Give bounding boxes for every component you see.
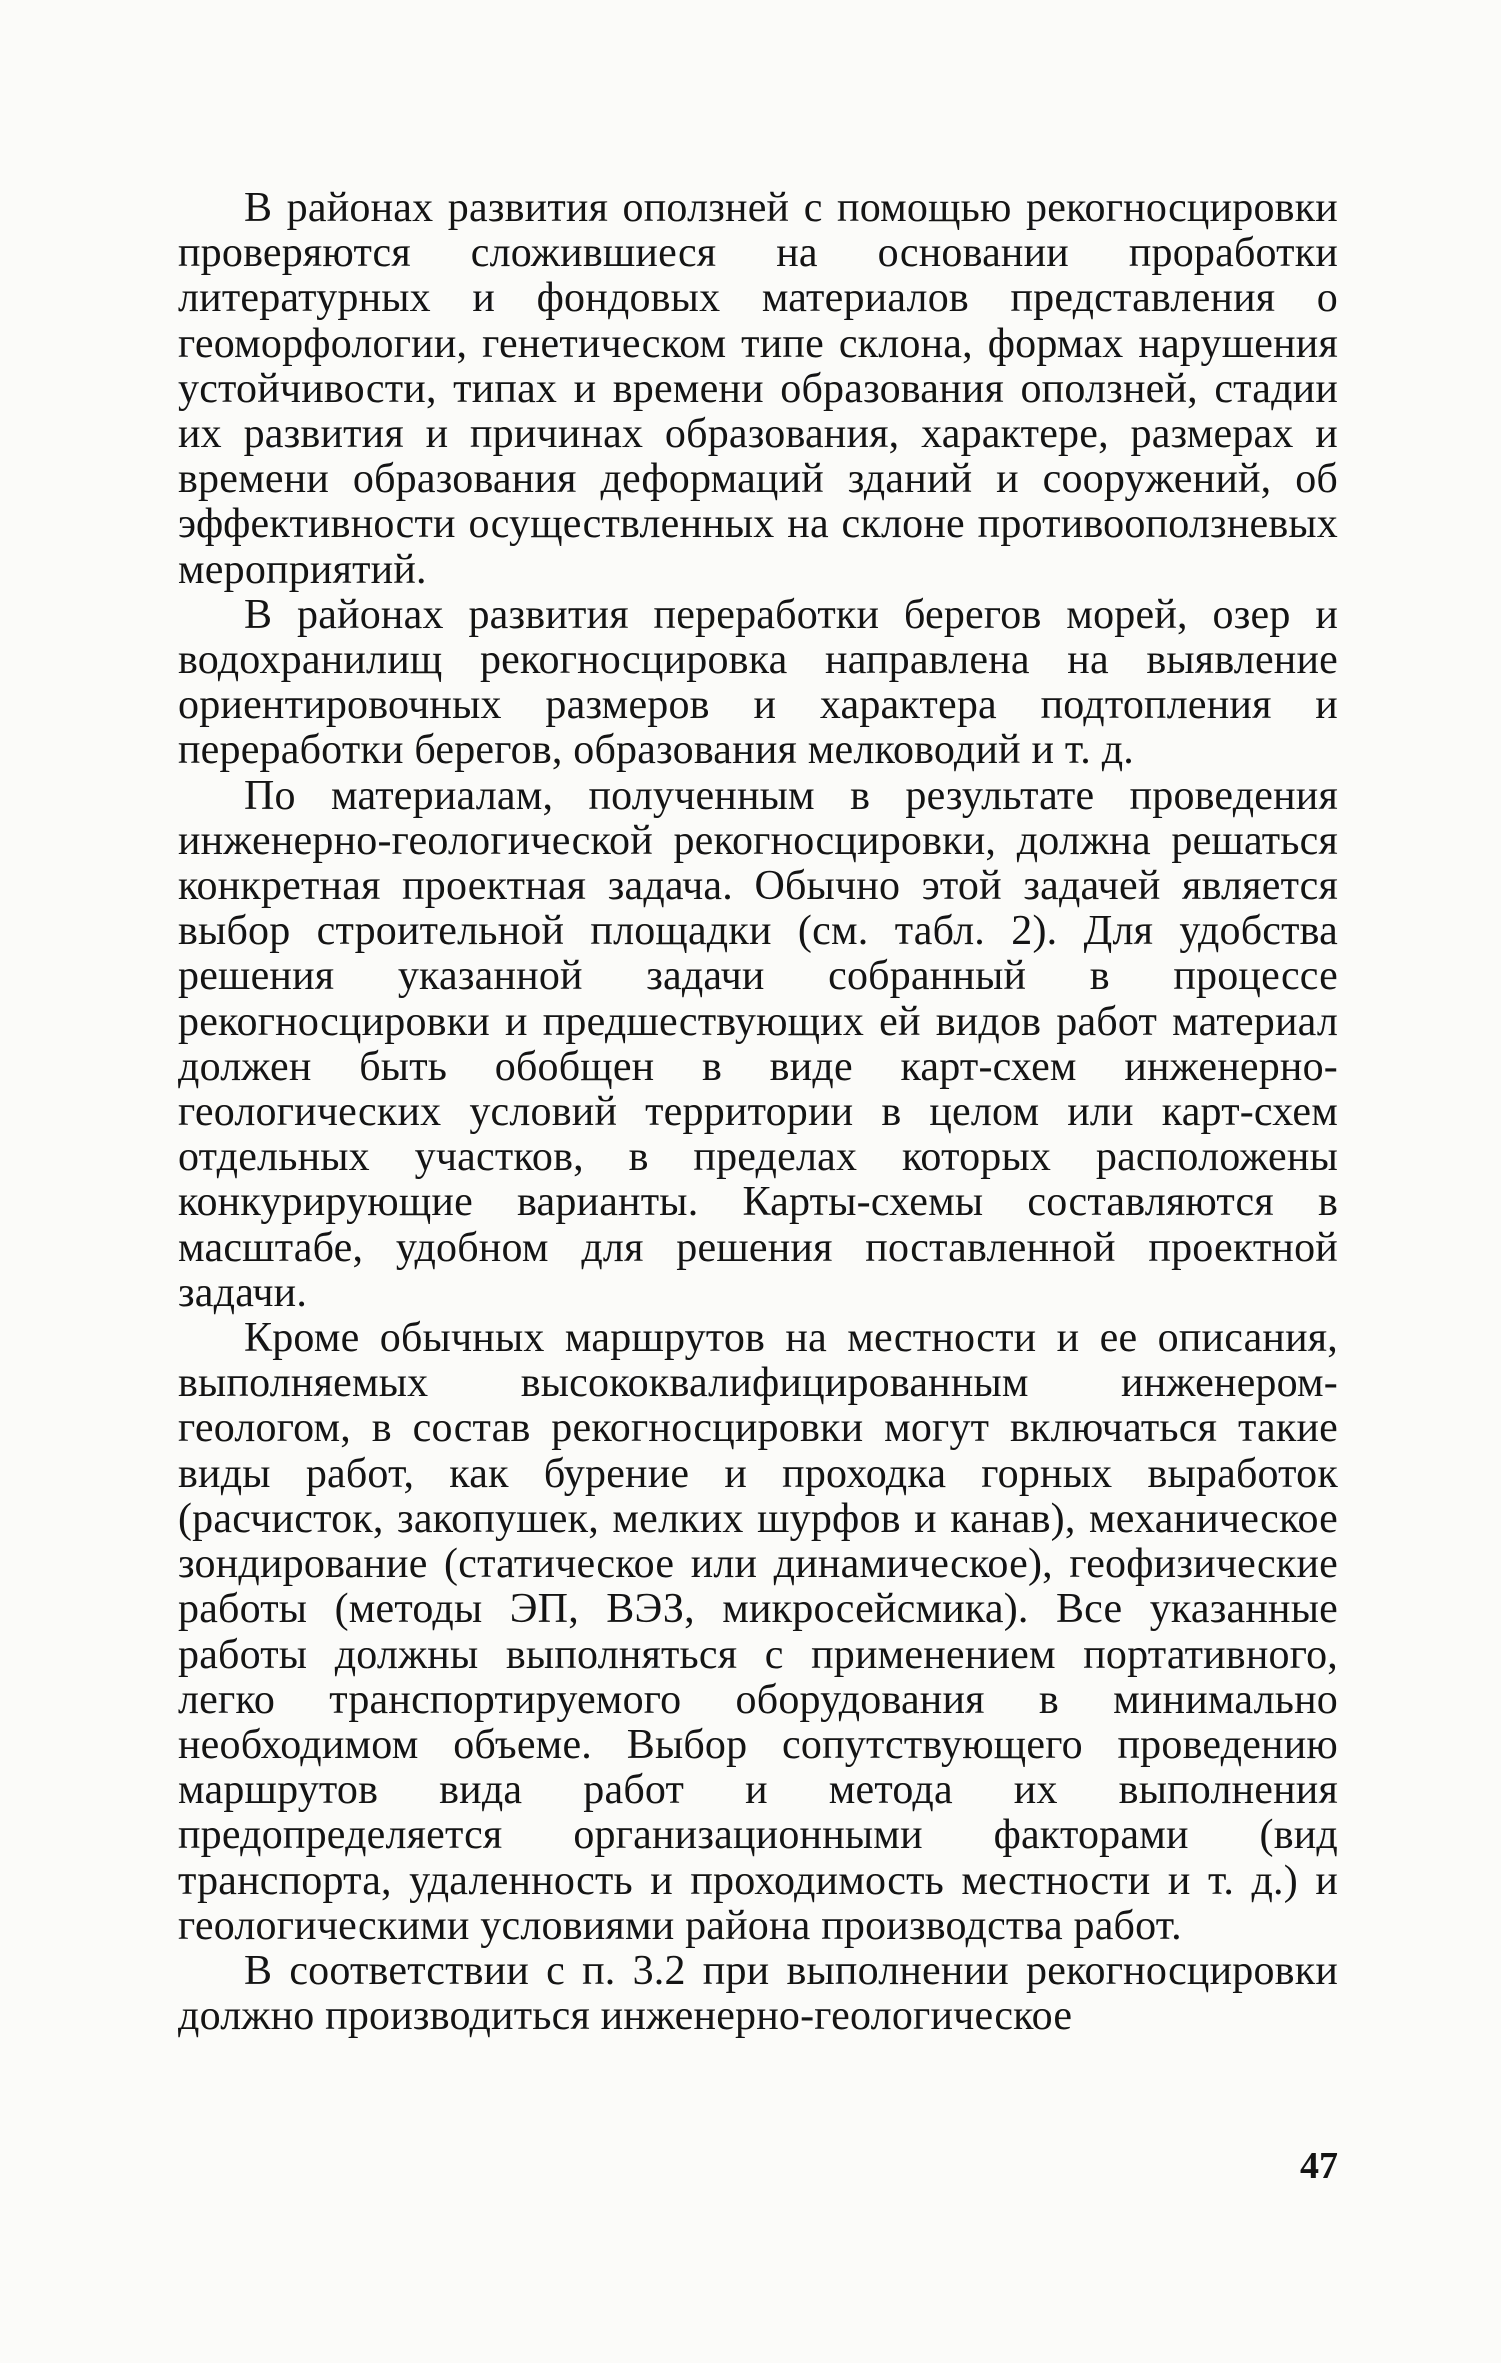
body-text [178, 186, 1338, 2039]
paragraph-survey-methods: Кроме обычных маршрутов на местности и ее описания, выполняемых высококвалифицированным инженером-геологом, в состав рекогносцировки могут включаться такие виды работ, как бурение и проходка горных выработок (расчисток, закопушек, мелких шурфов и канав), механическое зондирование (статическое или динамическое), геофизические работы (методы ЭП, ВЭЗ, микросейсмика). Все указанные работы должны выполняться с применением портативного, легко транспортируемого оборудования в минимально необходимом объеме. Выбор сопутствующего проведению маршрутов вида работ и метода их выполнения предопределяется организационными факторами (вид транспорта, удаленность и проходимость местности и т. д.) и геологическими условиями района производства работ. [178, 1315, 1338, 1949]
paragraph-section-3-2: В соответствии с п. 3.2 при выполнении рекогносцировки должно производиться инженерно-геологическое [178, 1947, 1338, 2040]
paragraph-shore-reworking: В районах развития переработки берегов морей, озер и водохранилищ рекогносцировка направлена на выявление ориентировочных размеров и характера подтопления и переработки берегов, образования мелководий и т. д. [178, 591, 1338, 774]
paragraph-design-task: По материалам, полученным в результате проведения инженерно-геологической рекогносцировки, должна решаться конкретная проектная задача. Обычно этой задачей является выбор строительной площадки (см. табл. 2). Для удобства решения указанной задачи собранный в процессе рекогносцировки и предшествующих ей видов работ материал должен быть обобщен в виде карт-схем инженерно-геологических условий территории в целом или карт-схем отдельных участков, в пределах которых расположены конкурирующие варианты. Карты-схемы составляются в масштабе, удобном для решения поставленной проектной задачи. [178, 772, 1338, 1316]
page-number: 47 [1300, 2145, 1338, 2187]
paragraph-landslides: В районах развития оползней с помощью рекогносцировки проверяются сложившиеся на основании проработки литературных и фондовых материалов представления о геоморфологии, генетическом типе склона, формах нарушения устойчивости, типах и времени образования оползней, стадии их развития и причинах образования, характере, размерах и времени образования деформаций зданий и сооружений, об эффективности осуществленных на склоне противооползневых мероприятий. [178, 185, 1338, 593]
